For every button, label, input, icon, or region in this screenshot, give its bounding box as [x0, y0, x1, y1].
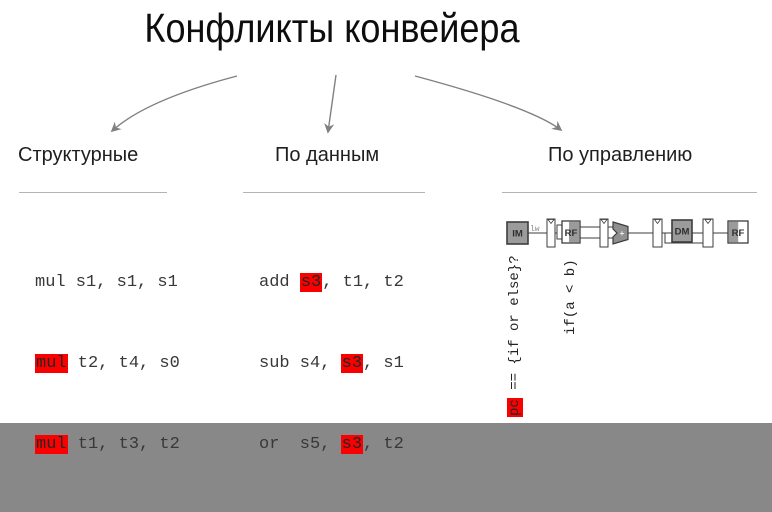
- code-line: sub s4, s3, s1: [259, 354, 404, 373]
- hazard-highlight: mul: [36, 435, 67, 454]
- register-file-writeback-label: RF: [731, 228, 745, 239]
- divider-control: [502, 192, 757, 193]
- arrow-to-data: [328, 75, 336, 132]
- register-file-writeback-box: [728, 221, 748, 243]
- code-line: mul t1, t3, t2: [36, 435, 180, 454]
- branch-arrows: [90, 60, 580, 145]
- code-line: mul t2, t4, s0: [36, 354, 180, 373]
- instruction-memory-label: IM: [512, 228, 523, 240]
- hazard-highlight: s3: [300, 273, 322, 292]
- alu-op-label: +: [619, 229, 625, 238]
- pipeline-register-icon: [547, 219, 555, 247]
- code-line: or s5, s3, t2: [259, 435, 404, 454]
- rf-port-box: [557, 225, 562, 239]
- pipeline-register-icon: [703, 219, 713, 247]
- pc-branch-caption: pc == {if or else}?: [507, 255, 523, 416]
- header-data: По данным: [275, 144, 380, 166]
- hazard-highlight: s3: [341, 354, 363, 373]
- pc-highlight: pc: [507, 399, 523, 416]
- divider-structural: [19, 192, 167, 193]
- lw-instruction-label: lw: [530, 225, 540, 234]
- pipeline-register-icon: [653, 219, 662, 247]
- code-line: mul s1, s1, s1: [35, 273, 178, 292]
- divider-data: [243, 192, 425, 193]
- arrow-to-control: [415, 76, 561, 130]
- pipeline-diagram: [500, 212, 772, 256]
- code-block-data: [259, 215, 404, 512]
- alu-icon: [613, 222, 628, 244]
- if-condition-caption: if(a < b): [563, 259, 579, 335]
- code-line: add s3, t1, t2: [259, 273, 404, 292]
- register-file-decode-box: [562, 221, 580, 243]
- data-memory-label: DM: [674, 226, 690, 238]
- hazard-highlight: s3: [341, 435, 363, 454]
- hazard-highlight: mul: [36, 354, 67, 373]
- header-structural: Структурные: [18, 144, 139, 166]
- code-block-structural: [35, 215, 180, 512]
- arrow-to-structural: [112, 76, 237, 131]
- register-file-decode-label: RF: [564, 228, 578, 239]
- pipeline-register-icon: [600, 219, 608, 247]
- header-control: По управлению: [548, 144, 693, 166]
- slide-title: Конфликты конвейера: [144, 5, 520, 51]
